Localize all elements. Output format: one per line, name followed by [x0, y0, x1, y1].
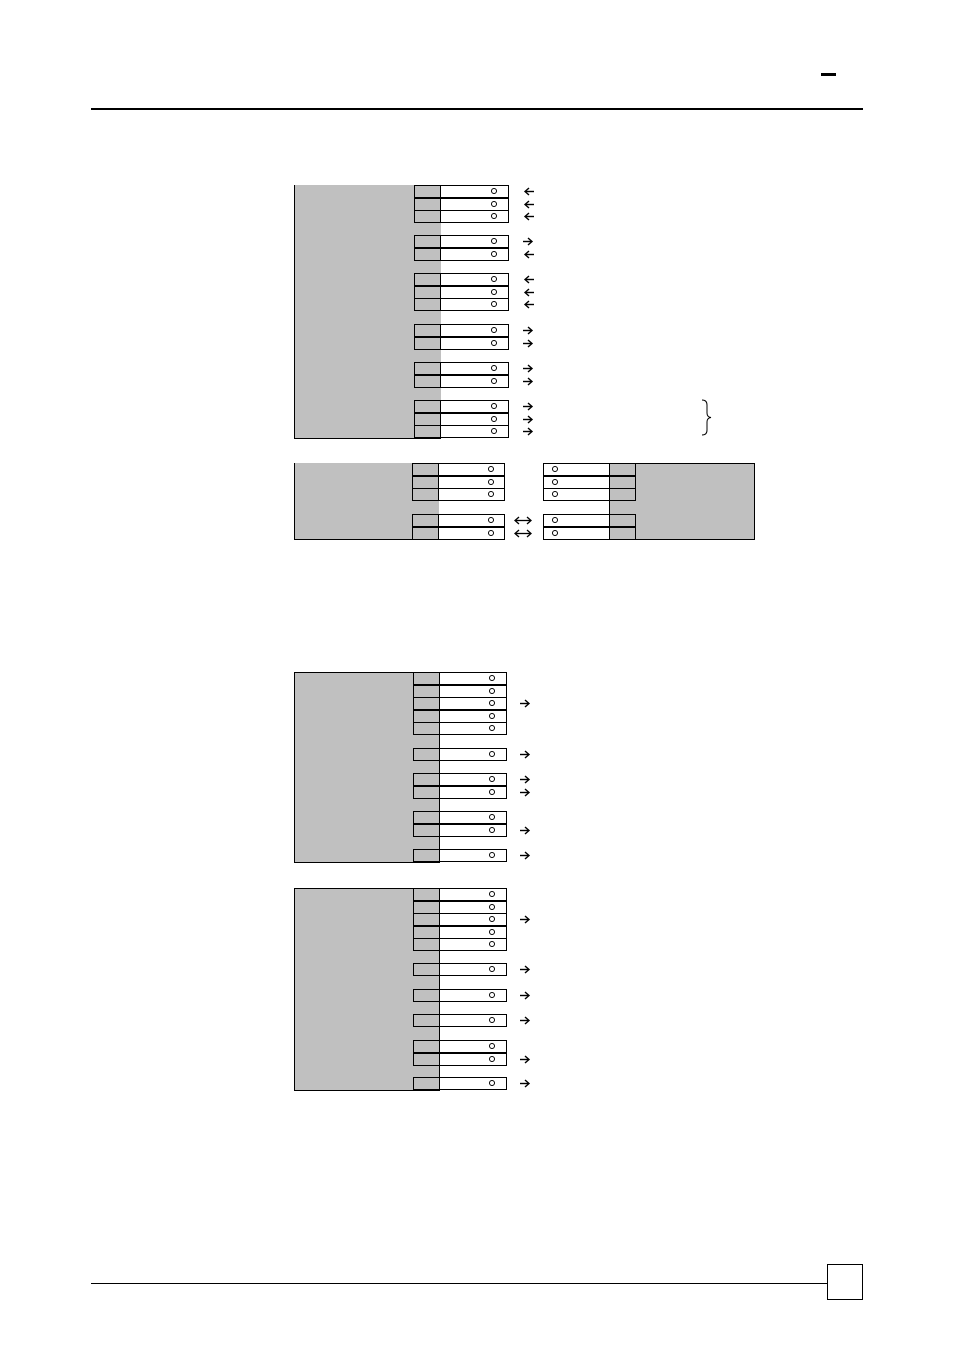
c1-pin-contact-icon [491, 416, 497, 422]
c3-pin-number-cell [413, 722, 440, 735]
c1-pin-contact-icon [491, 340, 497, 346]
c4-pin-contact-icon [489, 941, 495, 947]
pin-out-arrow-icon [519, 915, 533, 924]
c4-pin-number-cell [413, 938, 440, 951]
c1-pin-contact-icon [491, 378, 497, 384]
c4-pin-cell [439, 888, 507, 901]
pin-in-arrow-icon [522, 200, 536, 209]
c2-right-pin-number-cell [609, 527, 636, 540]
pin-out-arrow-icon [519, 826, 533, 835]
c1-pin-cell [440, 337, 509, 350]
c4-pin-contact-icon [489, 891, 495, 897]
pin-out-arrow-icon [519, 1055, 533, 1064]
c3-pin-number-cell [413, 748, 440, 761]
pin-out-arrow-icon [522, 326, 536, 335]
c4-pin-contact-icon [489, 916, 495, 922]
pin-out-arrow-icon [519, 1016, 533, 1025]
c1-pin-number-cell [414, 235, 441, 248]
c2-right-pin-contact-icon [552, 517, 558, 523]
c3-pin-number-cell [413, 824, 440, 837]
c4-pin-cell [439, 1040, 507, 1053]
pin-out-arrow-icon [519, 788, 533, 797]
pin-out-arrow-icon [522, 415, 536, 424]
c3-pin-number-cell [413, 672, 440, 685]
c2-left-pin-cell [438, 463, 505, 476]
c1-pin-cell [440, 400, 509, 413]
c3-pin-contact-icon [489, 776, 495, 782]
c3-pin-contact-icon [489, 700, 495, 706]
c3-pin-cell [439, 824, 507, 837]
c1-pin-contact-icon [491, 365, 497, 371]
c4-pin-number-cell [413, 963, 440, 976]
pin-out-arrow-icon [522, 427, 536, 436]
c3-pin-number-cell [413, 811, 440, 824]
pin-in-arrow-icon [522, 275, 536, 284]
c3-pin-contact-icon [489, 827, 495, 833]
c3-pin-cell [439, 722, 507, 735]
c4-pin-contact-icon [489, 992, 495, 998]
c4-pin-cell [439, 938, 507, 951]
pin-in-arrow-icon [522, 300, 536, 309]
pin-out-arrow-icon [522, 377, 536, 386]
c1-pin-cell [440, 425, 509, 438]
c3-pin-number-cell [413, 773, 440, 786]
c2-left-pin-cell [438, 527, 505, 540]
c2-right-pin-contact-icon [552, 491, 558, 497]
c2-left-pin-number-cell [412, 527, 439, 540]
c1-pin-cell [440, 210, 509, 223]
header-mark [821, 73, 836, 76]
c1-pin-contact-icon [491, 201, 497, 207]
c2-left-pin-number-cell [412, 514, 439, 527]
c4-pin-number-cell [413, 1077, 440, 1090]
pin-out-arrow-icon [519, 775, 533, 784]
c3-pin-contact-icon [489, 814, 495, 820]
pin-both-arrow-icon [513, 516, 533, 525]
c3-pin-contact-icon [489, 688, 495, 694]
c2-left-pin-contact-icon [488, 466, 494, 472]
c4-pin-contact-icon [489, 1080, 495, 1086]
pin-out-arrow-icon [522, 364, 536, 373]
c3-pin-number-cell [413, 786, 440, 799]
c3-pin-cell [439, 748, 507, 761]
c2-left-pin-cell [438, 514, 505, 527]
header-rule [91, 108, 863, 110]
c2-right-pin-contact-icon [552, 530, 558, 536]
c4-pin-number-cell [413, 1040, 440, 1053]
c4-pin-contact-icon [489, 904, 495, 910]
c4-pin-number-cell [413, 888, 440, 901]
c2-right-pin-number-cell [609, 463, 636, 476]
c1-pin-number-cell [414, 375, 441, 388]
c4-pin-cell [439, 963, 507, 976]
pin-in-arrow-icon [522, 250, 536, 259]
c1-pin-number-cell [414, 273, 441, 286]
pin-in-arrow-icon [522, 187, 536, 196]
c3-pin-contact-icon [489, 852, 495, 858]
c1-pin-number-cell [414, 324, 441, 337]
c4-pin-number-cell [413, 1014, 440, 1027]
c1-pin-contact-icon [491, 327, 497, 333]
c1-pin-number-cell [414, 185, 441, 198]
c1-pin-contact-icon [491, 428, 497, 434]
c1-pin-contact-icon [491, 251, 497, 257]
c1-pin-number-cell [414, 210, 441, 223]
c3-pin-cell [439, 773, 507, 786]
c1-pin-contact-icon [491, 403, 497, 409]
c4-pin-cell [439, 1053, 507, 1066]
c4-pin-contact-icon [489, 929, 495, 935]
c1-pin-cell [440, 375, 509, 388]
c2-right-pin-contact-icon [552, 466, 558, 472]
page-number-box [827, 1264, 863, 1300]
c1-pin-cell [440, 248, 509, 261]
c1-pin-cell [440, 362, 509, 375]
pin-out-arrow-icon [519, 991, 533, 1000]
c3-pin-cell [439, 697, 507, 710]
c1-pin-cell [440, 185, 509, 198]
c1-pin-cell [440, 273, 509, 286]
pin-out-arrow-icon [519, 965, 533, 974]
c1-pin-cell [440, 298, 509, 311]
c4-pin-contact-icon [489, 1056, 495, 1062]
pin-out-arrow-icon [522, 339, 536, 348]
c1-pin-number-cell [414, 337, 441, 350]
c4-pin-number-cell [413, 913, 440, 926]
c3-pin-contact-icon [489, 789, 495, 795]
pin-out-arrow-icon [522, 402, 536, 411]
c1-pin-contact-icon [491, 276, 497, 282]
c1-pin-contact-icon [491, 238, 497, 244]
c3-pin-contact-icon [489, 751, 495, 757]
c4-pin-cell [439, 1014, 507, 1027]
c2-left-pin-number-cell [412, 488, 439, 501]
c2-left-pin-contact-icon [488, 479, 494, 485]
c2-right-pin-contact-icon [552, 479, 558, 485]
footer-rule [91, 1283, 828, 1284]
c2-left-pin-number-cell [412, 463, 439, 476]
c3-pin-contact-icon [489, 675, 495, 681]
c1-pin-contact-icon [491, 188, 497, 194]
pin-in-arrow-icon [522, 212, 536, 221]
c4-pin-contact-icon [489, 966, 495, 972]
pin-out-arrow-icon [519, 699, 533, 708]
c2-left-pin-contact-icon [488, 517, 494, 523]
c4-pin-cell [439, 1077, 507, 1090]
c2-right-pin-number-cell [609, 488, 636, 501]
c2-right-pin-number-cell [609, 514, 636, 527]
c3-pin-number-cell [413, 697, 440, 710]
c4-pin-number-cell [413, 1053, 440, 1066]
c3-pin-contact-icon [489, 725, 495, 731]
c4-pin-contact-icon [489, 1043, 495, 1049]
pin-out-arrow-icon [519, 1079, 533, 1088]
pin-out-arrow-icon [519, 851, 533, 860]
c4-pin-cell [439, 989, 507, 1002]
c4-pin-contact-icon [489, 1017, 495, 1023]
pin-in-arrow-icon [522, 288, 536, 297]
c1-pin-cell [440, 324, 509, 337]
c1-pin-number-cell [414, 362, 441, 375]
group-brace [700, 399, 714, 436]
c2-left-pin-contact-icon [488, 491, 494, 497]
c3-pin-cell [439, 786, 507, 799]
c3-pin-cell [439, 672, 507, 685]
c3-pin-cell [439, 849, 507, 862]
c1-pin-contact-icon [491, 289, 497, 295]
c1-pin-contact-icon [491, 301, 497, 307]
c1-pin-number-cell [414, 400, 441, 413]
c1-pin-number-cell [414, 425, 441, 438]
c1-pin-number-cell [414, 298, 441, 311]
c1-pin-cell [440, 235, 509, 248]
c4-pin-cell [439, 913, 507, 926]
c3-pin-cell [439, 811, 507, 824]
c2-left-pin-contact-icon [488, 530, 494, 536]
c1-pin-contact-icon [491, 213, 497, 219]
pin-out-arrow-icon [522, 237, 536, 246]
c2-left-pin-cell [438, 488, 505, 501]
c3-pin-contact-icon [489, 713, 495, 719]
pin-both-arrow-icon [513, 529, 533, 538]
c3-pin-number-cell [413, 849, 440, 862]
c1-pin-number-cell [414, 248, 441, 261]
c4-pin-number-cell [413, 989, 440, 1002]
pin-out-arrow-icon [519, 750, 533, 759]
